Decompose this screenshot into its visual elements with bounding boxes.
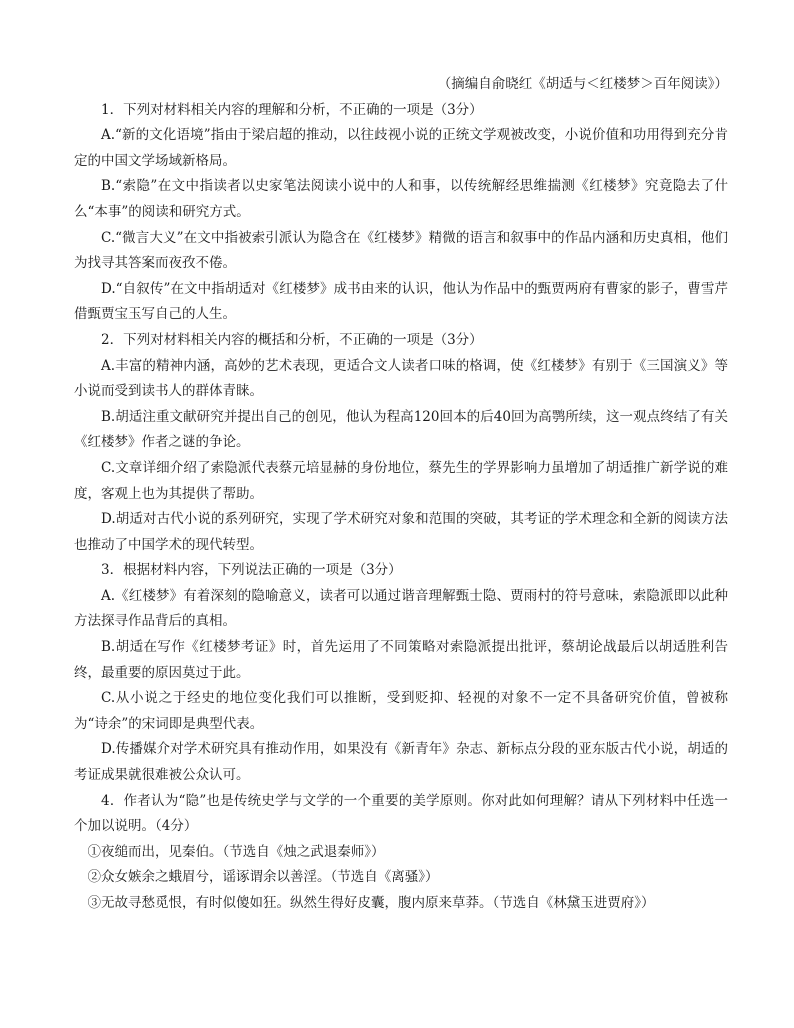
question-2-option-c: C.文章详细介绍了索隐派代表蔡元培显赫的身份地位，蔡先生的学界影响力虽增加了胡适推广新学说的难度，客观上也为其提供了帮助。 xyxy=(74,459,728,502)
question-4-stem: 4．作者认为“隐”也是传统史学与文学的一个重要的美学原则。你对此如何理解？请从下列材料中任选一个加以说明。（4分） xyxy=(74,792,728,835)
source-citation: （摘编自俞晓红《胡适与＜红楼梦＞百年阅读》） xyxy=(437,76,728,92)
question-1-option-d: D.“自叙传”在文中指胡适对《红楼梦》成书由来的认识，他认为作品中的甄贾两府有曹家的影子，曹雪芹借甄贾宝玉写自己的人生。 xyxy=(74,280,728,323)
question-4-material-3: ③无故寻愁觅恨，有时似傻如狂。纵然生得好皮囊，腹内原来草莽。（节选自《林黛玉进贾府》） xyxy=(87,895,655,911)
question-1-option-c: C.“微言大义”在文中指被索引派认为隐含在《红楼梦》精微的语言和叙事中的作品内涵和历史真相，他们为找寻其答案而夜孜不倦。 xyxy=(74,229,728,272)
question-3-option-a: A.《红楼梦》有着深刻的隐喻意义，读者可以通过谐音理解甄士隐、贾雨村的符号意味，索隐派即以此种方法探寻作品背后的真相。 xyxy=(74,587,728,630)
document-page xyxy=(74,72,728,917)
question-3-option-b: B.胡适在写作《红楼梦考证》时，首先运用了不同策略对索隐派提出批评，蔡胡论战最后以胡适胜利告终，最重要的原因莫过于此。 xyxy=(74,639,728,681)
question-2-option-a: A.丰富的精神内涵，高妙的艺术表现，更适合文人读者口味的格调，使《红楼梦》有别于《三国演义》等小说而受到读书人的群体青睐。 xyxy=(74,357,728,400)
question-2-option-d: D.胡适对古代小说的系列研究，实现了学术研究对象和范围的突破，其考证的学术理念和全新的阅读方法也推动了中国学术的现代转型。 xyxy=(74,511,728,553)
question-4-material-2: ②众女嫉余之蛾眉兮，谣诼谓余以善淫。（节选自《离骚》） xyxy=(87,869,439,886)
question-2-stem: 2．下列对材料相关内容的概括和分析，不正确的一项是（3分） xyxy=(101,331,483,348)
question-3-option-c: C.从小说之于经史的地位变化我们可以推断，受到贬抑、轻视的对象不一定不具备研究价值，曾被称为“诗余”的宋词即是典型代表。 xyxy=(74,690,728,732)
question-1-stem: 1．下列对材料相关内容的理解和分析，不正确的一项是（3分） xyxy=(101,101,483,118)
question-3-stem: 3．根据材料内容，下列说法正确的一项是（3分） xyxy=(101,562,402,579)
question-3-option-d: D.传播媒介对学术研究具有推动作用，如果没有《新青年》杂志、新标点分段的亚东版古代小说，胡适的考证成果就很难被公众认可。 xyxy=(74,741,728,784)
question-1-option-a: A.“新的文化语境”指由于梁启超的推动，以往歧视小说的正统文学观被改变，小说价值和功用得到充分肯定的中国文学场域新格局。 xyxy=(74,127,728,169)
question-1-option-b: B.“索隐”在文中指读者以史家笔法阅读小说中的人和事，以传统解经思维揣测《红楼梦》究竟隐去了什么“本事”的阅读和研究方式。 xyxy=(74,178,728,220)
question-2-option-b: B.胡适注重文献研究并提出自己的创见，他认为程高120回本的后40回为高鹗所续，这一观点终结了有关《红楼梦》作者之谜的争论。 xyxy=(74,408,728,451)
question-4-material-1: ①夜缒而出，见秦伯。（节选自《烛之武退秦师》） xyxy=(87,843,385,860)
